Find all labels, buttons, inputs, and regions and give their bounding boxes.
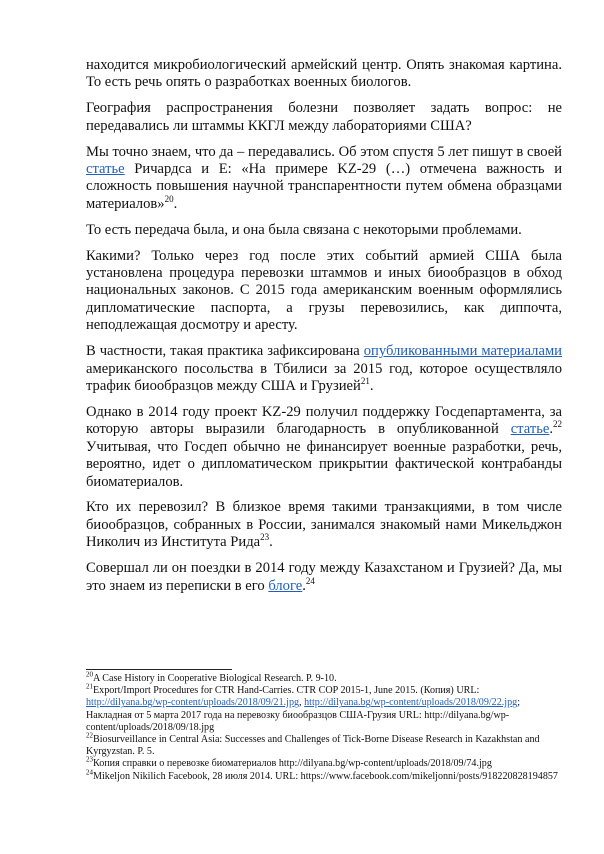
paragraph-7 xyxy=(86,404,562,491)
footnote-text: Export/Import Procedures for CTR Hand-Carries. CTR COP 2015-1, June 2015. (Копия) URL: xyxy=(93,685,480,697)
document-body xyxy=(86,57,562,603)
footnote-20 xyxy=(86,670,566,685)
paragraph-6 xyxy=(86,343,562,395)
footnote-21 xyxy=(86,682,566,734)
footnote-text: , xyxy=(299,697,305,709)
footnote-ref-20[interactable]: 20 xyxy=(164,193,174,204)
footnote-text: Копия справки о перевозке биоматериалов http://dilyana.bg/wp-content/uploads/2018/09/74.jpg xyxy=(93,758,492,770)
paragraph-5: Какими? Только через год после этих событий армией США была установлена процедура перевозки штаммов и иных биообразцов в обход национальных законов. С 2015 года американским военным оформлялись дипломатические паспорта, а грузы перевозились, как диппочта, неподлежащая досмотру и аресту. xyxy=(86,247,562,334)
text: . xyxy=(269,534,273,551)
footnote-link[interactable]: http://dilyana.bg/wp-content/uploads/2018/09/22.jpg xyxy=(304,697,518,709)
footnote-ref-22[interactable]: 22 xyxy=(553,419,562,430)
article-link[interactable]: статье xyxy=(86,161,125,178)
footnote-22 xyxy=(86,731,566,758)
footnote-text: Mikeljon Nikilich Facebook, 28 июля 2014. URL: https://www.facebook.com/mikeljonni/posts/918220828194857 xyxy=(93,770,558,782)
text: Ричардса и Е: «На примере KZ-29 (…) отмечена важность и сложность повышения научной транспарентности путем обмена образцами материалов» xyxy=(86,161,562,212)
footnote-number: 20 xyxy=(86,670,93,679)
paragraph-3 xyxy=(86,144,562,214)
paragraph-9 xyxy=(86,560,562,595)
text: . xyxy=(173,195,178,212)
paragraph-2: География распространения болезни позволяет задать вопрос: не передавались ли штаммы ККГЛ между лабораториями США? xyxy=(86,100,562,134)
blog-link[interactable]: блоге xyxy=(268,577,303,594)
footnote-number: 22 xyxy=(86,731,93,740)
text: Однако в 2014 году проект KZ-29 получил поддержку Госдепартамента, за которую авторы выразили благодарность в опубликованной xyxy=(86,403,562,438)
footnote-ref-21[interactable]: 21 xyxy=(360,376,370,387)
footnote-separator xyxy=(86,669,232,670)
footnote-23 xyxy=(86,758,566,770)
footnote-ref-24[interactable]: 24 xyxy=(305,575,315,586)
text: Мы точно знаем, что да – передавались. Об этом спустя 5 лет пишут в своей xyxy=(86,143,562,160)
text: . xyxy=(549,421,553,438)
article-link-2[interactable]: статье xyxy=(510,421,550,438)
footnote-number: 23 xyxy=(86,756,93,765)
paragraph-1: находится микробиологический армейский центр. Опять знакомая картина. То есть речь опять о разработках военных биологов. xyxy=(86,57,562,91)
footnote-ref-23[interactable]: 23 xyxy=(260,532,270,543)
published-materials-link[interactable]: опубликованными материалами xyxy=(363,343,562,360)
text: . xyxy=(302,577,306,594)
paragraph-4: То есть передача была, и она была связана с некоторыми проблемами. xyxy=(86,221,522,238)
paragraph-8 xyxy=(86,499,562,551)
text: американского посольства в Тбилиси за 2015 год, которое осуществляло трафик биообразцов между США и Грузией xyxy=(86,360,562,394)
text: В частности, такая практика зафиксирована xyxy=(86,343,364,360)
text: Совершал ли он поездки в 2014 году между Казахстаном и Грузией? Да, мы это знаем из переписки в его xyxy=(86,560,562,594)
footnote-text: A Case History in Cooperative Biological Research. P. 9-10. xyxy=(93,673,337,684)
text: . xyxy=(369,378,374,394)
footnote-link[interactable]: http://dilyana.bg/wp-content/uploads/2018/09/21.jpg xyxy=(86,697,300,709)
footnote-number: 21 xyxy=(86,682,93,691)
text: Учитывая, что Госдеп обычно не финансирует военные разработки, речь, вероятно, идет о дипломатическом прикрытии фактической контрабанды биоматериалов. xyxy=(86,438,562,490)
footnote-number: 24 xyxy=(86,768,93,777)
footnote-text: ; Накладная от 5 марта 2017 года на перевозку биообразцов США-Грузия URL: http://dilyana.bg/wp-content/uploads/2018/09/18.jpg xyxy=(86,697,521,733)
footnotes xyxy=(86,670,566,783)
text: Кто их перевозил? В близкое время такими транзакциями, в том числе биообразцов, собранных в России, занимался знакомый нами Микельджон Николич из Института Рида xyxy=(86,499,562,551)
footnote-text: Biosurveillance in Central Asia: Successes and Challenges of Tick-Borne Disease Research in Kazakhstan and Kyrgyzstan. P. 5. xyxy=(86,734,540,758)
footnote-24 xyxy=(86,768,566,783)
